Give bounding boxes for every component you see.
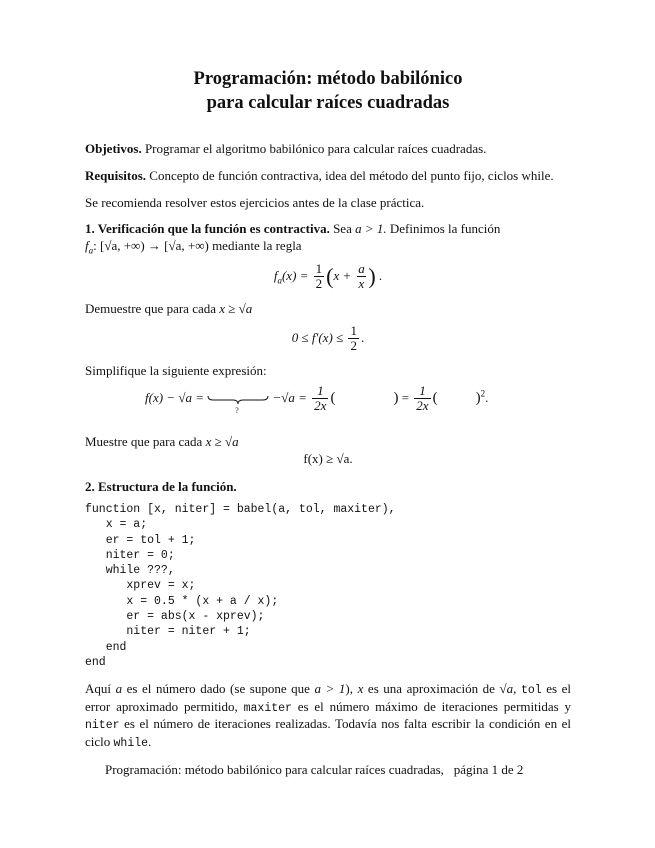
muestre-cond: x ≥ √a (205, 434, 239, 449)
ex1-map-f: f (85, 237, 89, 253)
expr-mid: −√a = (272, 389, 307, 405)
p-cond: a > 1 (314, 681, 346, 696)
formula-half-num: 1 (315, 261, 323, 276)
requisitos-label: Requisitos. (85, 168, 147, 183)
p2: es el número dado (se supone que (126, 681, 310, 696)
p7: es el número máximo de iteraciones permitidas y (297, 698, 571, 714)
exercise-2-heading: 2. Estructura de la función. (85, 479, 237, 494)
ex1-map-sub: a (88, 245, 94, 256)
objetivos-text: Programar el algoritmo babilónico para calcular raíces cuadradas. (144, 141, 487, 156)
simplifique-line: Simplifique la siguiente expresión: (85, 363, 267, 378)
requisitos-paragraph (85, 168, 571, 185)
p-sqrt: √a (499, 681, 514, 696)
demuestre-text: Demuestre que para cada (85, 301, 217, 316)
p8: es el número de iteraciones realizadas. Todavía nos falta escribir la condición en el ciclo (85, 716, 572, 750)
formula-half-den: 2 (315, 276, 323, 292)
code-listing: function [x, niter] = babel(a, tol, maxiter), x = a; er = tol + 1; niter = 0; while ???, xprev = x; x = 0.5 * (x + a / x); er = abs(x - xprev); niter = niter + 1; end end (85, 503, 396, 669)
p9: . (148, 734, 152, 750)
exercise-2-explanation (85, 681, 571, 752)
ineq-num: 1 (350, 323, 357, 338)
objetivos-label: Objetivos. (85, 141, 142, 156)
formula-arg: (x) = (281, 267, 309, 283)
formula-half (314, 262, 325, 292)
p-x: x (357, 681, 364, 696)
p-maxiter: maxiter (243, 701, 292, 715)
ineq-half (348, 324, 359, 354)
title-line-1: Programación: método babilónico (193, 69, 463, 89)
requisitos-text: Concepto de función contractiva, idea del método del punto fijo, ciclos while. (149, 168, 554, 183)
ex1-intro-b: Definimos la función (389, 221, 501, 236)
demuestre-line (85, 301, 571, 318)
formula-inner-x: x + (333, 267, 352, 283)
inequality-fprime: 0 ≤ f′(x) ≤ $\frac{1}{2}$ . (291, 323, 365, 354)
formula-inner-den: x (358, 276, 365, 292)
footer-page-number: página 1 de 2 (453, 762, 524, 777)
expr-square: 2 (480, 388, 486, 399)
exercise-1-intro (85, 221, 571, 257)
p4: es una aproximación de (367, 681, 495, 696)
p3: ), (345, 681, 354, 696)
underbrace-question: ? (235, 405, 239, 415)
expr-eq: = (401, 389, 410, 405)
p1: Aquí (85, 681, 111, 696)
expr-lhs: f(x) − √a = (145, 389, 204, 405)
p-tol: tol (520, 684, 542, 697)
p6: es el error aproximado permitido, (85, 681, 572, 714)
p-a: a (115, 681, 123, 696)
formula-f: f (273, 267, 278, 283)
formula-a-over-x (357, 262, 367, 292)
objetivos-paragraph (85, 141, 571, 158)
ex1-map-text: : [√a, +∞) → [√a, +∞) (93, 237, 209, 253)
ex1-intro-a: Sea (333, 221, 352, 236)
underbrace-blank (207, 394, 269, 415)
page-footer (105, 762, 571, 779)
expr-num1: 1 (317, 383, 324, 398)
document-title (85, 67, 571, 115)
recomendacion-paragraph: Se recomienda resolver estos ejercicios antes de la clase práctica. (85, 195, 425, 210)
formula-fa: $f_a(x)$ = $\frac{1}{2}$ (x + $\frac{a}{x}$ ) . (273, 261, 383, 292)
expr-den2: 2x (416, 398, 429, 414)
ineq-den: 2 (350, 338, 357, 354)
footer-text: Programación: método babilónico para calcular raíces cuadradas, (105, 762, 444, 777)
simplify-expression: f(x) − √a = ? −√a = $\frac{1}{2x}$ ( ) = $\frac{1}{2x}$ ( )$^2$. (145, 383, 489, 415)
p-niter: niter (85, 719, 120, 733)
muestre-text: Muestre que para cada (85, 434, 203, 449)
final-inequality: f(x) ≥ √a. (303, 451, 353, 466)
demuestre-cond: x ≥ √a (219, 301, 253, 316)
ex1-map-rule: mediante la regla (212, 237, 302, 253)
formula-inner-num: a (358, 261, 365, 276)
muestre-line (85, 434, 571, 451)
ex1-intro-cond: a > 1. (355, 221, 387, 236)
exercise-1-heading: 1. Verificación que la función es contractiva. (85, 221, 330, 236)
expr-frac-2 (414, 384, 430, 414)
formula-sub: a (277, 275, 282, 286)
p-while: while (113, 737, 149, 751)
expr-den1: 2x (314, 398, 327, 414)
title-line-2: para calcular raíces cuadradas (206, 93, 450, 114)
expr-num2: 1 (419, 383, 426, 398)
expr-frac-1 (312, 384, 328, 414)
p5: , (513, 681, 517, 696)
ineq-left: 0 ≤ f′(x) ≤ (291, 329, 344, 345)
